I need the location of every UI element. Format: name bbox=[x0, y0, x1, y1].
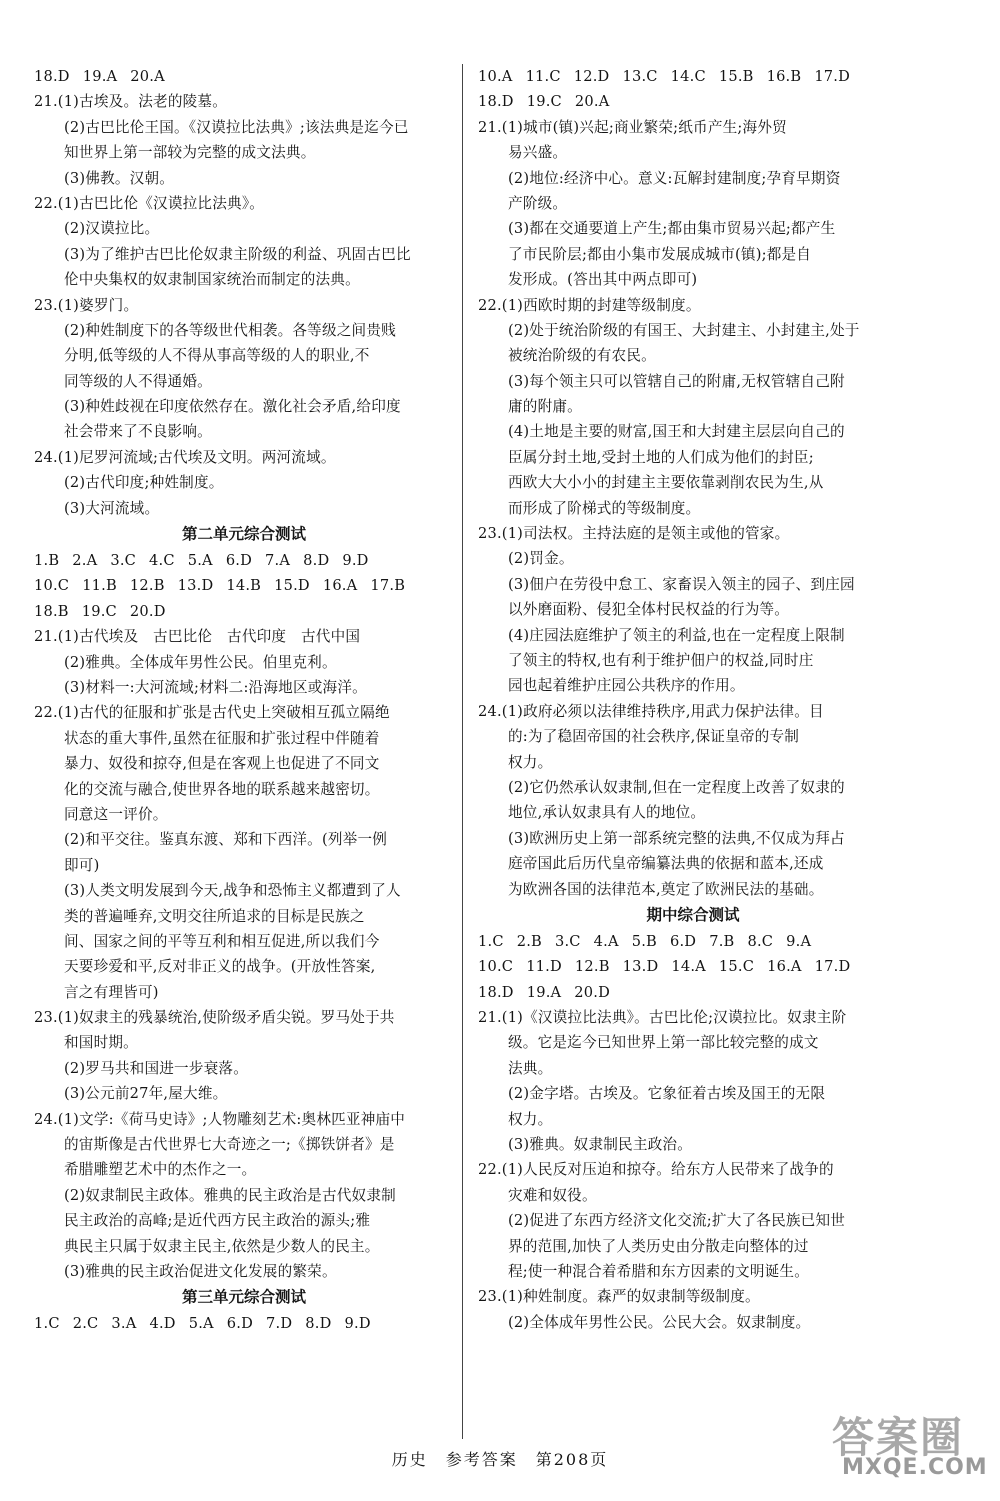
answer-text-line: (3)大河流域。 bbox=[64, 499, 160, 517]
choice-answer: 19.C bbox=[81, 602, 117, 620]
answer-text-line: 分明,低等级的人不得从事高等级的人的职业,不 bbox=[64, 347, 370, 365]
choice-answer: 6.D bbox=[226, 1315, 254, 1333]
answer-text-line: (2)雅典。全体成年男性公民。伯里克利。 bbox=[64, 653, 337, 671]
answer-text-line: (3)种姓歧视在印度依然存在。激化社会矛盾,给印度 bbox=[64, 398, 401, 416]
choice-answer: 16.A bbox=[767, 958, 802, 976]
answer-text-line: 园也起着维护庄园公共秩序的作用。 bbox=[508, 677, 745, 695]
question-answer-line: 21.(1)城市(镇)兴起;商业繁荣;纸币产生;海外贸 bbox=[478, 118, 787, 136]
choice-answer: 19.A bbox=[526, 983, 562, 1001]
answer-text-line: 庸的附庸。 bbox=[508, 398, 582, 416]
answer-text-line: (2)奴隶制民主政体。雅典的民主政治是古代奴隶制 bbox=[64, 1186, 396, 1204]
multiple-choice-answers bbox=[478, 929, 908, 954]
answer-text-line: 级。它是迄今已知世界上第一部比较完整的成文 bbox=[508, 1034, 819, 1052]
answer-text-line: 权力。 bbox=[508, 1110, 553, 1128]
choice-answer: 11.B bbox=[82, 577, 117, 595]
question-answer-line: 21.(1)《汉谟拉比法典》。古巴比伦;汉谟拉比。奴隶主阶 bbox=[478, 1009, 847, 1027]
choice-answer: 14.B bbox=[226, 577, 262, 595]
answer-text-line: 而形成了阶梯式的等级制度。 bbox=[508, 499, 701, 517]
choice-answer: 17.B bbox=[370, 577, 406, 595]
question-answer-line: 23.(1)奴隶主的残暴统治,使阶级矛盾尖锐。罗马处于共 bbox=[34, 1009, 395, 1027]
choice-answer: 8.D bbox=[303, 552, 330, 570]
choice-answer: 15.D bbox=[274, 577, 310, 595]
choice-answer: 1.C bbox=[34, 1315, 60, 1333]
question-answer-line: 22.(1)西欧时期的封建等级制度。 bbox=[478, 296, 701, 314]
choice-answer: 5.A bbox=[187, 552, 213, 570]
choice-answer: 2.C bbox=[72, 1315, 99, 1333]
answer-text-line: 了市民阶层;都由小集市发展成城市(镇);都是自 bbox=[508, 245, 812, 263]
answer-text-line: 了领主的特权,也有利于维护佃户的权益,同时庄 bbox=[508, 651, 814, 669]
section-heading: 期中综合测试 bbox=[646, 905, 740, 924]
answer-text-line: (3)都在交通要道上产生;都由集市贸易兴起;都产生 bbox=[508, 220, 836, 238]
choice-answer: 9.D bbox=[344, 1315, 371, 1333]
choice-answer: 16.B bbox=[766, 68, 802, 85]
column-divider bbox=[462, 64, 463, 1439]
choice-answer: 18.D bbox=[34, 68, 70, 85]
watermark-logo bbox=[816, 1405, 986, 1485]
page-footer: 历史 参考答案 第208页 bbox=[391, 1450, 609, 1469]
choice-answer: 17.D bbox=[814, 958, 851, 976]
answer-text-line: (2)和平交往。鉴真东渡、郑和下西洋。(列举一例 bbox=[64, 831, 388, 849]
answer-text-line: 西欧大大小小的封建主主要依靠剥削农民为生,从 bbox=[508, 474, 824, 492]
answer-text-line: (2)促进了东西方经济文化交流;扩大了各民族已知世 bbox=[508, 1212, 846, 1230]
choice-answer: 20.D bbox=[574, 983, 610, 1001]
choice-answer: 18.D bbox=[478, 983, 514, 1001]
answer-text-line: (3)材料一:大河流域;材料二:沿海地区或海洋。 bbox=[64, 678, 367, 696]
choice-answer: 5.B bbox=[631, 932, 657, 950]
answer-text-line: 言之有理皆可) bbox=[64, 983, 159, 1001]
choice-answer: 14.C bbox=[670, 68, 706, 85]
question-answer-line: 23.(1)婆罗门。 bbox=[34, 296, 139, 314]
answer-text-line: 同意这一评价。 bbox=[64, 805, 168, 823]
choice-answer: 6.D bbox=[225, 552, 253, 570]
choice-answer: 3.C bbox=[554, 932, 581, 950]
choice-answer: 12.B bbox=[129, 577, 165, 595]
answer-text-line: 暴力、奴役和掠夺,但是在客观上也促进了不同文 bbox=[64, 755, 380, 773]
answer-text-line: (3)为了维护古巴比伦奴隶主阶级的利益、巩固古巴比 bbox=[64, 245, 411, 263]
choice-answer: 9.A bbox=[786, 932, 812, 950]
choice-answer: 20.D bbox=[129, 602, 166, 620]
answer-text-line: (3)公元前27年,屋大维。 bbox=[64, 1085, 228, 1103]
left-answer-column bbox=[34, 64, 454, 1337]
question-answer-line: 23.(1)司法权。主持法庭的是领主或他的管家。 bbox=[478, 525, 790, 543]
choice-answer: 11.C bbox=[525, 68, 561, 85]
answer-text-line: 界的范围,加快了人类历史由分散走向整体的过 bbox=[508, 1237, 809, 1255]
multiple-choice-answers bbox=[34, 548, 454, 573]
answer-text-line: 和国时期。 bbox=[64, 1034, 138, 1052]
question-answer-line: 24.(1)尼罗河流域;古代埃及文明。两河流域。 bbox=[34, 448, 336, 466]
answer-text-line: 以外磨面粉、侵犯全体村民权益的行为等。 bbox=[508, 601, 790, 619]
multiple-choice-answers bbox=[34, 573, 454, 598]
watermark-text: 答案圈 bbox=[832, 1413, 965, 1462]
answer-text-line: 即可) bbox=[64, 856, 100, 874]
choice-answer: 13.D bbox=[622, 958, 659, 976]
choice-answer: 19.A bbox=[82, 68, 118, 85]
answer-text-line: (3)雅典的民主政治促进文化发展的繁荣。 bbox=[64, 1262, 337, 1280]
choice-answer: 15.C bbox=[718, 958, 755, 976]
answer-text-line: (2)古代印度;种姓制度。 bbox=[64, 474, 224, 492]
choice-answer: 18.D bbox=[478, 93, 514, 111]
section-heading: 第二单元综合测试 bbox=[181, 525, 306, 544]
question-answer-line: 23.(1)种姓制度。森严的奴隶制等级制度。 bbox=[478, 1288, 760, 1306]
answer-text-line: 民主政治的高峰;是近代西方民主政治的源头;雅 bbox=[64, 1212, 371, 1230]
answer-text-line: 庭帝国此后历代皇帝编纂法典的依据和蓝本,还成 bbox=[508, 855, 824, 873]
answer-text-line: (3)每个领主只可以管辖自己的附庸,无权管辖自己附 bbox=[508, 372, 845, 390]
multiple-choice-answers bbox=[34, 599, 454, 624]
choice-answer: 1.C bbox=[478, 932, 504, 950]
choice-answer: 19.C bbox=[526, 93, 562, 111]
answer-text-line: (3)雅典。奴隶制民主政治。 bbox=[508, 1136, 693, 1154]
answer-text-line: (2)古巴比伦王国。《汉谟拉比法典》;该法典是迄今已 bbox=[64, 118, 409, 136]
choice-answer: 17.D bbox=[814, 68, 851, 85]
answer-text-line: (4)庄园法庭维护了领主的利益,也在一定程度上限制 bbox=[508, 626, 845, 644]
question-answer-line: 24.(1)文学:《荷马史诗》;人物雕刻艺术:奥林匹亚神庙中 bbox=[34, 1110, 406, 1128]
choice-answer: 8.D bbox=[305, 1315, 332, 1333]
question-answer-line: 21.(1)古埃及。法老的陵墓。 bbox=[34, 93, 228, 111]
multiple-choice-answers bbox=[478, 980, 908, 1005]
choice-answer: 4.A bbox=[593, 932, 619, 950]
choice-answer: 4.D bbox=[149, 1315, 176, 1333]
answer-text-line: 权力。 bbox=[508, 753, 553, 771]
answer-text-line: 臣属分封土地,受封土地的人们成为他们的封臣; bbox=[508, 448, 814, 466]
choice-answer: 2.B bbox=[516, 932, 542, 950]
answer-text-line: 社会带来了不良影响。 bbox=[64, 423, 212, 441]
question-answer-line: 22.(1)古代的征服和扩张是古代史上突破相互孤立隔绝 bbox=[34, 704, 390, 722]
choice-answer: 20.A bbox=[130, 68, 165, 85]
answer-text-line: 灾难和奴役。 bbox=[508, 1186, 597, 1204]
choice-answer: 12.D bbox=[573, 68, 610, 85]
answer-text-line: 同等级的人不得通婚。 bbox=[64, 372, 212, 390]
choice-answer: 15.B bbox=[718, 68, 754, 85]
answer-text-line: 天要珍爱和平,反对非正义的战争。(开放性答案, bbox=[64, 958, 376, 976]
right-answer-column bbox=[478, 64, 908, 1335]
question-answer-line: 24.(1)政府必须以法律维持秩序,用武力保护法律。目 bbox=[478, 702, 824, 720]
answer-text-line: (2)地位:经济中心。意义:瓦解封建制度;孕育早期资 bbox=[508, 169, 841, 187]
choice-answer: 10.C bbox=[478, 958, 514, 976]
answer-text-line: (2)罚金。 bbox=[508, 550, 574, 568]
answer-text-line: 地位,承认奴隶具有人的地位。 bbox=[508, 804, 706, 822]
answer-text-line: 状态的重大事件,虽然在征服和扩张过程中伴随着 bbox=[64, 729, 380, 747]
choice-answer: 3.C bbox=[110, 552, 137, 570]
choice-answer: 9.D bbox=[342, 552, 369, 570]
answer-text-line: 伦中央集权的奴隶制国家统治而制定的法典。 bbox=[64, 271, 360, 289]
multiple-choice-answers bbox=[34, 1311, 454, 1336]
question-answer-line: 22.(1)人民反对压迫和掠夺。给东方人民带来了战争的 bbox=[478, 1161, 834, 1179]
choice-answer: 16.A bbox=[322, 577, 358, 595]
answer-text-line: 易兴盛。 bbox=[508, 144, 568, 162]
answer-text-line: (4)土地是主要的财富,国王和大封建主层层向自己的 bbox=[508, 423, 845, 441]
answer-text-line: 知世界上第一部较为完整的成文法典。 bbox=[64, 144, 316, 162]
answer-text-line: (2)汉谟拉比。 bbox=[64, 220, 160, 238]
question-answer-line: 22.(1)古巴比伦《汉谟拉比法典》。 bbox=[34, 194, 265, 212]
answer-text-line: 法典。 bbox=[508, 1059, 553, 1077]
answer-text-line: 发形成。(答出其中两点即可) bbox=[508, 271, 698, 289]
multiple-choice-answers bbox=[478, 954, 908, 979]
answer-text-line: 被统治阶级的有农民。 bbox=[508, 347, 656, 365]
multiple-choice-answers bbox=[478, 64, 908, 89]
choice-answer: 11.D bbox=[526, 958, 562, 976]
section-heading: 第三单元综合测试 bbox=[181, 1288, 306, 1307]
choice-answer: 18.B bbox=[34, 602, 69, 620]
choice-answer: 7.D bbox=[266, 1315, 293, 1333]
answer-text-line: (2)全体成年男性公民。公民大会。奴隶制度。 bbox=[508, 1313, 811, 1331]
answer-text-line: 间、国家之间的平等互利和相互促进,所以我们今 bbox=[64, 932, 380, 950]
choice-answer: 20.A bbox=[574, 93, 610, 111]
choice-answer: 2.A bbox=[72, 552, 98, 570]
answer-text-line: (2)处于统治阶级的有国王、大封建主、小封建主,处于 bbox=[508, 321, 860, 339]
choice-answer: 6.D bbox=[669, 932, 697, 950]
choice-answer: 13.D bbox=[177, 577, 214, 595]
answer-text-line: 典民主只属于奴隶主民主,依然是少数人的民主。 bbox=[64, 1237, 380, 1255]
choice-answer: 3.A bbox=[111, 1315, 137, 1333]
answer-text-line: (3)欧洲历史上第一部系统完整的法典,不仅成为拜占 bbox=[508, 829, 845, 847]
choice-answer: 7.B bbox=[709, 932, 735, 950]
choice-answer: 14.A bbox=[671, 958, 706, 976]
answer-text-line: (2)它仍然承认奴隶制,但在一定程度上改善了奴隶的 bbox=[508, 778, 845, 796]
answer-text-line: 程;使一种混合着希腊和东方因素的文明诞生。 bbox=[508, 1262, 809, 1280]
answer-text-line: 希腊雕塑艺术中的杰作之一。 bbox=[64, 1161, 257, 1179]
choice-answer: 4.C bbox=[149, 552, 175, 570]
choice-answer: 10.A bbox=[478, 68, 513, 85]
choice-answer: 1.B bbox=[34, 552, 60, 570]
watermark-url: MXQE.COM bbox=[842, 1455, 988, 1480]
answer-text-line: (2)罗马共和国进一步衰落。 bbox=[64, 1059, 249, 1077]
answer-text-line: (3)佃户在劳役中怠工、家畜误入领主的园子、到庄园 bbox=[508, 575, 855, 593]
answer-text-line: (2)种姓制度下的各等级世代相袭。各等级之间贵贱 bbox=[64, 321, 396, 339]
choice-answer: 13.C bbox=[622, 68, 658, 85]
answer-text-line: 的:为了稳固帝国的社会秩序,保证皇帝的专制 bbox=[508, 728, 800, 746]
multiple-choice-answers bbox=[478, 89, 908, 114]
choice-answer: 10.C bbox=[34, 577, 70, 595]
answer-text-line: 类的普遍唾弃,文明交往所追求的目标是民族之 bbox=[64, 907, 365, 925]
answer-text-line: (2)金字塔。古埃及。它象征着古埃及国王的无限 bbox=[508, 1085, 826, 1103]
multiple-choice-answers bbox=[34, 64, 454, 89]
choice-answer: 8.C bbox=[747, 932, 774, 950]
answer-text-line: 化的交流与融合,使世界各地的联系越来越密切。 bbox=[64, 780, 380, 798]
question-answer-line: 21.(1)古代埃及 古巴比伦 古代印度 古代中国 bbox=[34, 628, 361, 646]
answer-text-line: (3)佛教。汉朝。 bbox=[64, 169, 175, 187]
choice-answer: 12.B bbox=[574, 958, 610, 976]
answer-text-line: 为欧洲各国的法律范本,奠定了欧洲民法的基础。 bbox=[508, 880, 824, 898]
choice-answer: 5.A bbox=[188, 1315, 214, 1333]
choice-answer: 7.A bbox=[265, 552, 291, 570]
answer-text-line: 产阶级。 bbox=[508, 194, 568, 212]
answer-text-line: 的宙斯像是古代世界七大奇迹之一;《掷铁饼者》是 bbox=[64, 1136, 395, 1154]
answer-text-line: (3)人类文明发展到今天,战争和恐怖主义都遭到了人 bbox=[64, 882, 401, 900]
